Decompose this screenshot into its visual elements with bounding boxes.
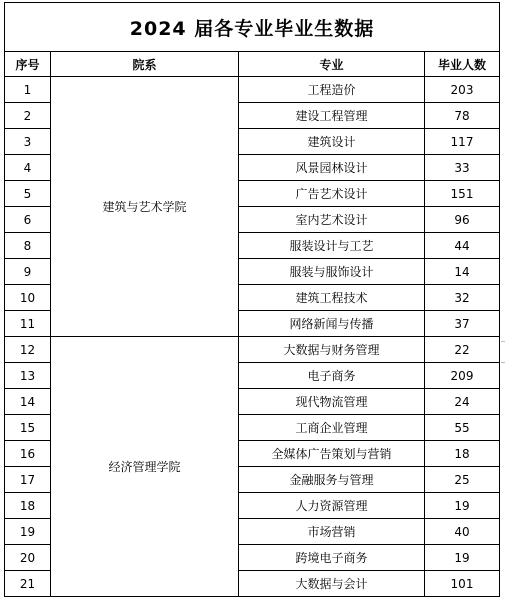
row-index: 8 bbox=[5, 233, 51, 259]
row-index: 16 bbox=[5, 441, 51, 467]
count-cell: 19 bbox=[425, 493, 500, 519]
major-cell: 市场营销 bbox=[239, 519, 425, 545]
major-cell: 大数据与财务管理 bbox=[239, 337, 425, 363]
row-index: 1 bbox=[5, 77, 51, 103]
row-index: 18 bbox=[5, 493, 51, 519]
count-cell: 25 bbox=[425, 467, 500, 493]
major-cell: 工程造价 bbox=[239, 77, 425, 103]
header-count: 毕业人数 bbox=[425, 52, 500, 77]
count-cell: 22 bbox=[425, 337, 500, 363]
count-cell: 40 bbox=[425, 519, 500, 545]
table-title: 2024 届各专业毕业生数据 bbox=[5, 3, 500, 52]
count-cell: 33 bbox=[425, 155, 500, 181]
major-cell: 建筑设计 bbox=[239, 129, 425, 155]
count-cell: 96 bbox=[425, 207, 500, 233]
count-cell: 19 bbox=[425, 545, 500, 571]
count-cell: 37 bbox=[425, 311, 500, 337]
major-cell: 全媒体广告策划与营销 bbox=[239, 441, 425, 467]
edge-mark bbox=[501, 341, 505, 342]
major-cell: 服装设计与工艺 bbox=[239, 233, 425, 259]
major-cell: 广告艺术设计 bbox=[239, 181, 425, 207]
row-index: 13 bbox=[5, 363, 51, 389]
row-index: 19 bbox=[5, 519, 51, 545]
count-cell: 55 bbox=[425, 415, 500, 441]
major-cell: 风景园林设计 bbox=[239, 155, 425, 181]
count-cell: 209 bbox=[425, 363, 500, 389]
row-index: 20 bbox=[5, 545, 51, 571]
count-cell: 203 bbox=[425, 77, 500, 103]
major-cell: 工商企业管理 bbox=[239, 415, 425, 441]
count-cell: 78 bbox=[425, 103, 500, 129]
major-cell: 现代物流管理 bbox=[239, 389, 425, 415]
major-cell: 金融服务与管理 bbox=[239, 467, 425, 493]
row-index: 9 bbox=[5, 259, 51, 285]
major-cell: 人力资源管理 bbox=[239, 493, 425, 519]
count-cell: 101 bbox=[425, 571, 500, 597]
department-cell: 建筑与艺术学院 bbox=[51, 77, 239, 337]
table-row bbox=[5, 337, 500, 363]
major-cell: 室内艺术设计 bbox=[239, 207, 425, 233]
header-major: 专业 bbox=[239, 52, 425, 77]
row-index: 6 bbox=[5, 207, 51, 233]
row-index: 21 bbox=[5, 571, 51, 597]
count-cell: 14 bbox=[425, 259, 500, 285]
major-cell: 建设工程管理 bbox=[239, 103, 425, 129]
row-index: 15 bbox=[5, 415, 51, 441]
row-index: 5 bbox=[5, 181, 51, 207]
count-cell: 24 bbox=[425, 389, 500, 415]
header-index: 序号 bbox=[5, 52, 51, 77]
major-cell: 建筑工程技术 bbox=[239, 285, 425, 311]
row-index: 2 bbox=[5, 103, 51, 129]
count-cell: 32 bbox=[425, 285, 500, 311]
major-cell: 服装与服饰设计 bbox=[239, 259, 425, 285]
department-cell: 经济管理学院 bbox=[51, 337, 239, 597]
count-cell: 18 bbox=[425, 441, 500, 467]
graduates-table bbox=[4, 2, 500, 597]
row-index: 10 bbox=[5, 285, 51, 311]
count-cell: 117 bbox=[425, 129, 500, 155]
count-cell: 44 bbox=[425, 233, 500, 259]
header-row bbox=[5, 52, 500, 77]
row-index: 3 bbox=[5, 129, 51, 155]
header-department: 院系 bbox=[51, 52, 239, 77]
row-index: 11 bbox=[5, 311, 51, 337]
row-index: 14 bbox=[5, 389, 51, 415]
major-cell: 电子商务 bbox=[239, 363, 425, 389]
major-cell: 大数据与会计 bbox=[239, 571, 425, 597]
row-index: 17 bbox=[5, 467, 51, 493]
edge-mark bbox=[501, 362, 505, 363]
row-index: 12 bbox=[5, 337, 51, 363]
major-cell: 网络新闻与传播 bbox=[239, 311, 425, 337]
row-index: 4 bbox=[5, 155, 51, 181]
table-row bbox=[5, 77, 500, 103]
count-cell: 151 bbox=[425, 181, 500, 207]
major-cell: 跨境电子商务 bbox=[239, 545, 425, 571]
